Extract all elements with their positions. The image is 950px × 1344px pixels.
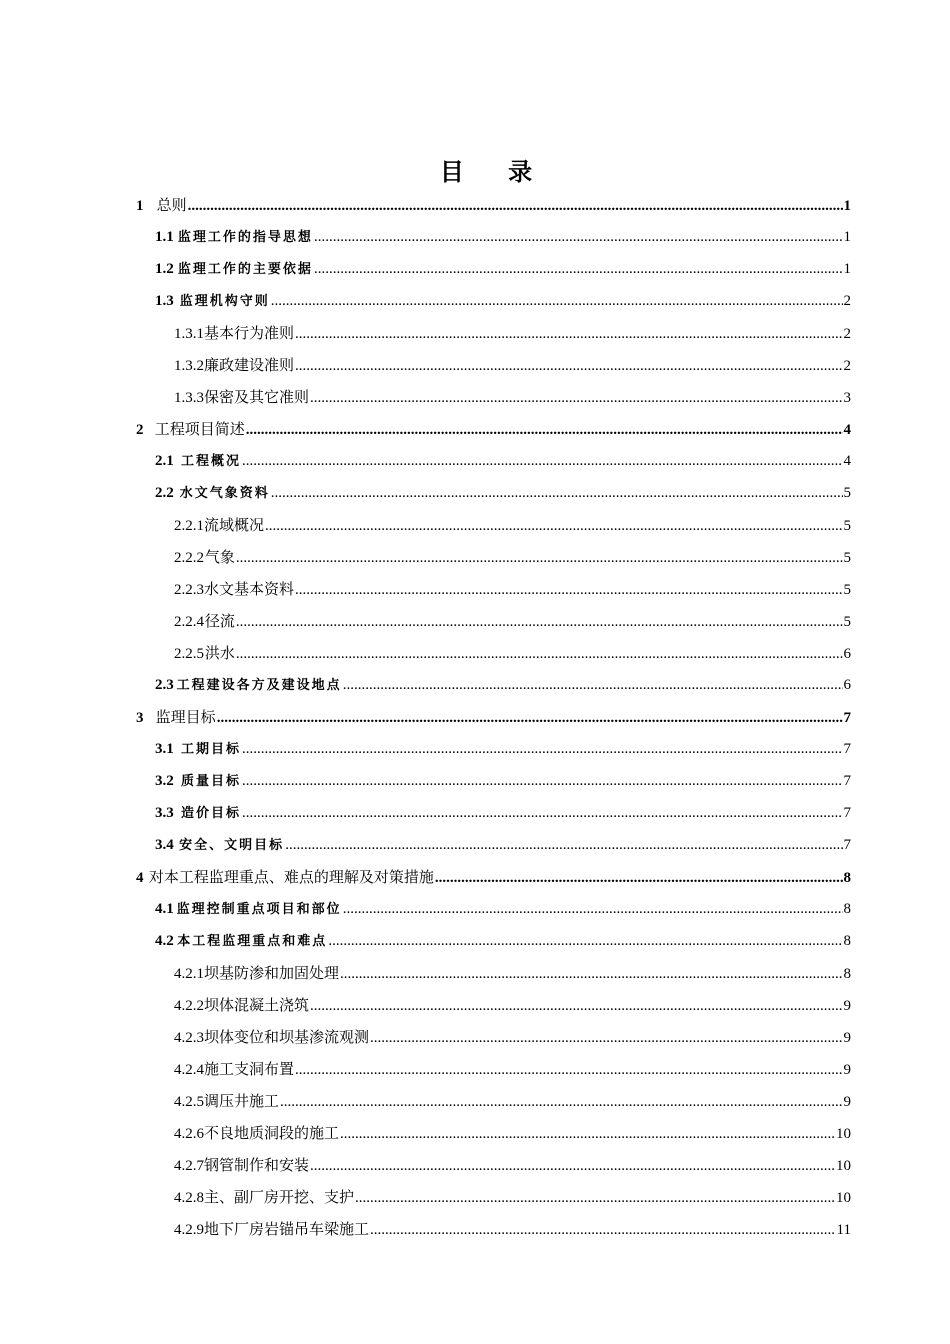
toc-entry-title: 坝基防渗和加固处理 bbox=[204, 964, 340, 982]
toc-entry-title: 保密及其它准则 bbox=[204, 388, 310, 406]
toc-dot-leader bbox=[236, 542, 843, 574]
toc-entry-number: 4.2.7 bbox=[174, 1158, 204, 1174]
toc-dot-leader bbox=[314, 221, 843, 253]
toc-entry-number: 1.3 bbox=[155, 293, 174, 309]
toc-entry[interactable] bbox=[136, 829, 851, 861]
toc-entry-number: 1.3.2 bbox=[174, 358, 204, 374]
toc-dot-leader bbox=[242, 445, 842, 477]
toc-dot-leader bbox=[246, 414, 843, 446]
toc-entry-title: 总则 bbox=[156, 196, 187, 214]
toc-entry-title: 地下厂房岩锚吊车梁施工 bbox=[204, 1220, 370, 1238]
toc-dot-leader bbox=[217, 702, 843, 734]
toc-entry-number: 1.3.1 bbox=[174, 326, 204, 342]
toc-entry-number: 4 bbox=[136, 870, 144, 886]
toc-entry-page: 9 bbox=[843, 1062, 851, 1078]
toc-entry-page: 8 bbox=[843, 966, 851, 982]
toc-entry-title: 坝体混凝土浇筑 bbox=[204, 996, 310, 1014]
toc-entry[interactable] bbox=[136, 861, 851, 893]
toc-dot-leader bbox=[280, 1086, 842, 1118]
toc-dot-leader bbox=[271, 285, 843, 317]
toc-entry-number: 4.1 bbox=[155, 901, 174, 917]
table-of-contents bbox=[136, 189, 851, 1245]
toc-dot-leader bbox=[271, 477, 843, 509]
toc-entry[interactable] bbox=[136, 637, 851, 669]
toc-dot-leader bbox=[340, 1118, 835, 1150]
toc-entry-title: 工程项目简述 bbox=[154, 420, 245, 438]
toc-entry-number: 4.2 bbox=[155, 933, 174, 949]
toc-dot-leader bbox=[295, 1054, 842, 1086]
toc-entry[interactable] bbox=[136, 349, 851, 381]
toc-entry-title: 施工支洞布置 bbox=[204, 1060, 295, 1078]
toc-entry-page: 7 bbox=[843, 805, 851, 821]
toc-entry-title: 洪水 bbox=[204, 644, 235, 662]
toc-entry[interactable] bbox=[136, 1085, 851, 1117]
toc-dot-leader bbox=[242, 765, 842, 797]
toc-dot-leader bbox=[343, 893, 843, 925]
toc-entry-page: 2 bbox=[843, 293, 851, 309]
toc-entry[interactable] bbox=[136, 1117, 851, 1149]
toc-entry-page: 6 bbox=[843, 677, 851, 693]
toc-entry-number: 4.2.3 bbox=[174, 1030, 204, 1046]
toc-entry-title: 工程概况 bbox=[181, 454, 242, 469]
toc-entry-number: 1 bbox=[136, 198, 144, 214]
toc-entry-page: 2 bbox=[843, 326, 851, 342]
toc-entry-page: 8 bbox=[843, 901, 851, 917]
toc-dot-leader bbox=[370, 1214, 836, 1246]
toc-entry-number: 2.2.2 bbox=[174, 550, 204, 566]
toc-entry-title: 基本行为准则 bbox=[204, 324, 295, 342]
toc-entry[interactable] bbox=[136, 765, 851, 797]
toc-entry-number: 4.2.2 bbox=[174, 998, 204, 1014]
toc-entry-page: 6 bbox=[843, 646, 851, 662]
toc-entry[interactable] bbox=[136, 253, 851, 285]
toc-dot-leader bbox=[265, 510, 842, 542]
toc-entry-title: 监理工作的主要依据 bbox=[177, 262, 313, 277]
toc-entry-page: 7 bbox=[843, 837, 851, 853]
toc-entry-title: 调压井施工 bbox=[204, 1092, 280, 1110]
toc-dot-leader bbox=[285, 829, 842, 861]
toc-entry-page: 10 bbox=[836, 1190, 851, 1206]
toc-entry-page: 11 bbox=[836, 1222, 851, 1238]
toc-entry-page: 5 bbox=[843, 485, 851, 501]
toc-dot-leader bbox=[310, 990, 842, 1022]
toc-entry[interactable] bbox=[136, 893, 851, 925]
toc-entry-number: 3.1 bbox=[155, 741, 174, 757]
toc-entry-title: 监理控制重点项目和部位 bbox=[176, 902, 342, 917]
toc-dot-leader bbox=[355, 1182, 835, 1214]
toc-entry[interactable] bbox=[136, 701, 851, 733]
toc-entry-title: 径流 bbox=[204, 612, 235, 630]
toc-entry[interactable] bbox=[136, 189, 851, 221]
toc-entry-number: 2.2 bbox=[155, 485, 174, 501]
toc-entry-page: 5 bbox=[843, 550, 851, 566]
toc-entry-number: 4.2.4 bbox=[174, 1062, 204, 1078]
toc-entry-title: 不良地质洞段的施工 bbox=[204, 1124, 340, 1142]
toc-entry[interactable] bbox=[136, 733, 851, 765]
toc-entry-number: 4.2.1 bbox=[174, 966, 204, 982]
toc-entry-number: 4.2.5 bbox=[174, 1094, 204, 1110]
toc-entry-title: 监理工作的指导思想 bbox=[177, 230, 313, 245]
toc-entry[interactable] bbox=[136, 989, 851, 1021]
toc-entry[interactable] bbox=[136, 1149, 851, 1181]
toc-entry[interactable] bbox=[136, 1181, 851, 1213]
toc-entry-page: 8 bbox=[843, 933, 851, 949]
toc-entry-number: 2.2.5 bbox=[174, 646, 204, 662]
toc-entry[interactable] bbox=[136, 381, 851, 413]
toc-entry-page: 7 bbox=[843, 710, 851, 726]
toc-dot-leader bbox=[295, 318, 842, 350]
toc-entry-page: 5 bbox=[843, 582, 851, 598]
toc-entry-number: 1.2 bbox=[155, 261, 174, 277]
toc-entry-page: 10 bbox=[836, 1158, 851, 1174]
toc-entry-title: 监理目标 bbox=[155, 708, 216, 726]
toc-dot-leader bbox=[328, 925, 842, 957]
toc-entry-title: 工程建设各方及建设地点 bbox=[176, 678, 342, 693]
toc-entry-page: 10 bbox=[836, 1126, 851, 1142]
toc-dot-leader bbox=[435, 862, 843, 894]
toc-entry-number: 2.1 bbox=[155, 453, 174, 469]
toc-entry[interactable] bbox=[136, 285, 851, 317]
toc-dot-leader bbox=[295, 350, 842, 382]
toc-entry-page: 5 bbox=[843, 518, 851, 534]
toc-entry-page: 5 bbox=[843, 614, 851, 630]
toc-entry-title: 监理机构守则 bbox=[179, 294, 270, 309]
toc-entry-number: 2.3 bbox=[155, 677, 174, 693]
toc-entry-title: 造价目标 bbox=[181, 806, 242, 821]
toc-entry[interactable] bbox=[136, 573, 851, 605]
toc-entry-page: 7 bbox=[843, 741, 851, 757]
toc-entry[interactable] bbox=[136, 605, 851, 637]
toc-entry-title: 气象 bbox=[204, 548, 235, 566]
toc-entry[interactable] bbox=[136, 317, 851, 349]
toc-entry-title: 质量目标 bbox=[181, 774, 242, 789]
toc-dot-leader bbox=[310, 382, 842, 414]
toc-entry-number: 3.3 bbox=[155, 805, 174, 821]
toc-entry-number: 3.2 bbox=[155, 773, 174, 789]
toc-entry-title: 对本工程监理重点、难点的理解及对策措施 bbox=[148, 868, 434, 886]
toc-entry[interactable] bbox=[136, 1021, 851, 1053]
toc-entry-page: 1 bbox=[843, 229, 851, 245]
toc-entry-number: 4.2.6 bbox=[174, 1126, 204, 1142]
toc-entry-page: 3 bbox=[843, 390, 851, 406]
toc-entry-title: 本工程监理重点和难点 bbox=[177, 934, 328, 949]
toc-entry-number: 4.2.9 bbox=[174, 1222, 204, 1238]
toc-entry-title: 水文气象资料 bbox=[179, 486, 270, 501]
toc-entry-number: 3.4 bbox=[155, 837, 174, 853]
toc-entry[interactable] bbox=[136, 477, 851, 509]
toc-entry-number: 1.3.3 bbox=[174, 390, 204, 406]
toc-entry[interactable] bbox=[136, 413, 851, 445]
toc-entry[interactable] bbox=[136, 1213, 851, 1245]
toc-entry-page: 7 bbox=[843, 773, 851, 789]
toc-entry[interactable] bbox=[136, 1053, 851, 1085]
toc-entry[interactable] bbox=[136, 797, 851, 829]
toc-entry[interactable] bbox=[136, 669, 851, 701]
toc-entry-page: 9 bbox=[843, 998, 851, 1014]
toc-dot-leader bbox=[310, 1150, 835, 1182]
toc-entry[interactable] bbox=[136, 957, 851, 989]
toc-entry-page: 1 bbox=[843, 261, 851, 277]
toc-dot-leader bbox=[236, 606, 843, 638]
toc-entry-number: 4.2.8 bbox=[174, 1190, 204, 1206]
toc-dot-leader bbox=[242, 733, 842, 765]
toc-dot-leader bbox=[340, 958, 842, 990]
toc-entry-title: 安全、文明目标 bbox=[179, 838, 285, 853]
toc-entry[interactable] bbox=[136, 541, 851, 573]
toc-dot-leader bbox=[370, 1022, 842, 1054]
toc-dot-leader bbox=[236, 638, 843, 670]
toc-entry[interactable] bbox=[136, 445, 851, 477]
toc-entry-page: 9 bbox=[843, 1030, 851, 1046]
toc-entry-page: 2 bbox=[843, 358, 851, 374]
toc-dot-leader bbox=[242, 797, 842, 829]
toc-entry[interactable] bbox=[136, 925, 851, 957]
toc-dot-leader bbox=[314, 253, 843, 285]
toc-entry-title: 廉政建设准则 bbox=[204, 356, 295, 374]
toc-entry-page: 8 bbox=[843, 870, 851, 886]
toc-entry[interactable] bbox=[136, 221, 851, 253]
toc-entry-number: 2 bbox=[136, 422, 144, 438]
toc-entry-title: 水文基本资料 bbox=[204, 580, 295, 598]
toc-title: 目 录 bbox=[439, 157, 551, 186]
toc-dot-leader bbox=[188, 190, 843, 222]
toc-entry-title: 钢管制作和安装 bbox=[204, 1156, 310, 1174]
toc-entry-title: 坝体变位和坝基渗流观测 bbox=[204, 1028, 370, 1046]
toc-entry[interactable] bbox=[136, 509, 851, 541]
toc-entry-page: 4 bbox=[843, 422, 851, 438]
toc-dot-leader bbox=[295, 574, 842, 606]
toc-entry-title: 主、副厂房开挖、支护 bbox=[204, 1188, 355, 1206]
toc-entry-number: 2.2.1 bbox=[174, 518, 204, 534]
toc-entry-number: 1.1 bbox=[155, 229, 174, 245]
toc-entry-page: 9 bbox=[843, 1094, 851, 1110]
toc-entry-number: 2.2.4 bbox=[174, 614, 204, 630]
toc-entry-page: 1 bbox=[843, 198, 851, 214]
toc-entry-page: 4 bbox=[843, 453, 851, 469]
toc-dot-leader bbox=[343, 669, 843, 701]
toc-entry-number: 3 bbox=[136, 710, 144, 726]
toc-entry-title: 流域概况 bbox=[204, 516, 265, 534]
toc-entry-number: 2.2.3 bbox=[174, 582, 204, 598]
toc-entry-title: 工期目标 bbox=[181, 742, 242, 757]
